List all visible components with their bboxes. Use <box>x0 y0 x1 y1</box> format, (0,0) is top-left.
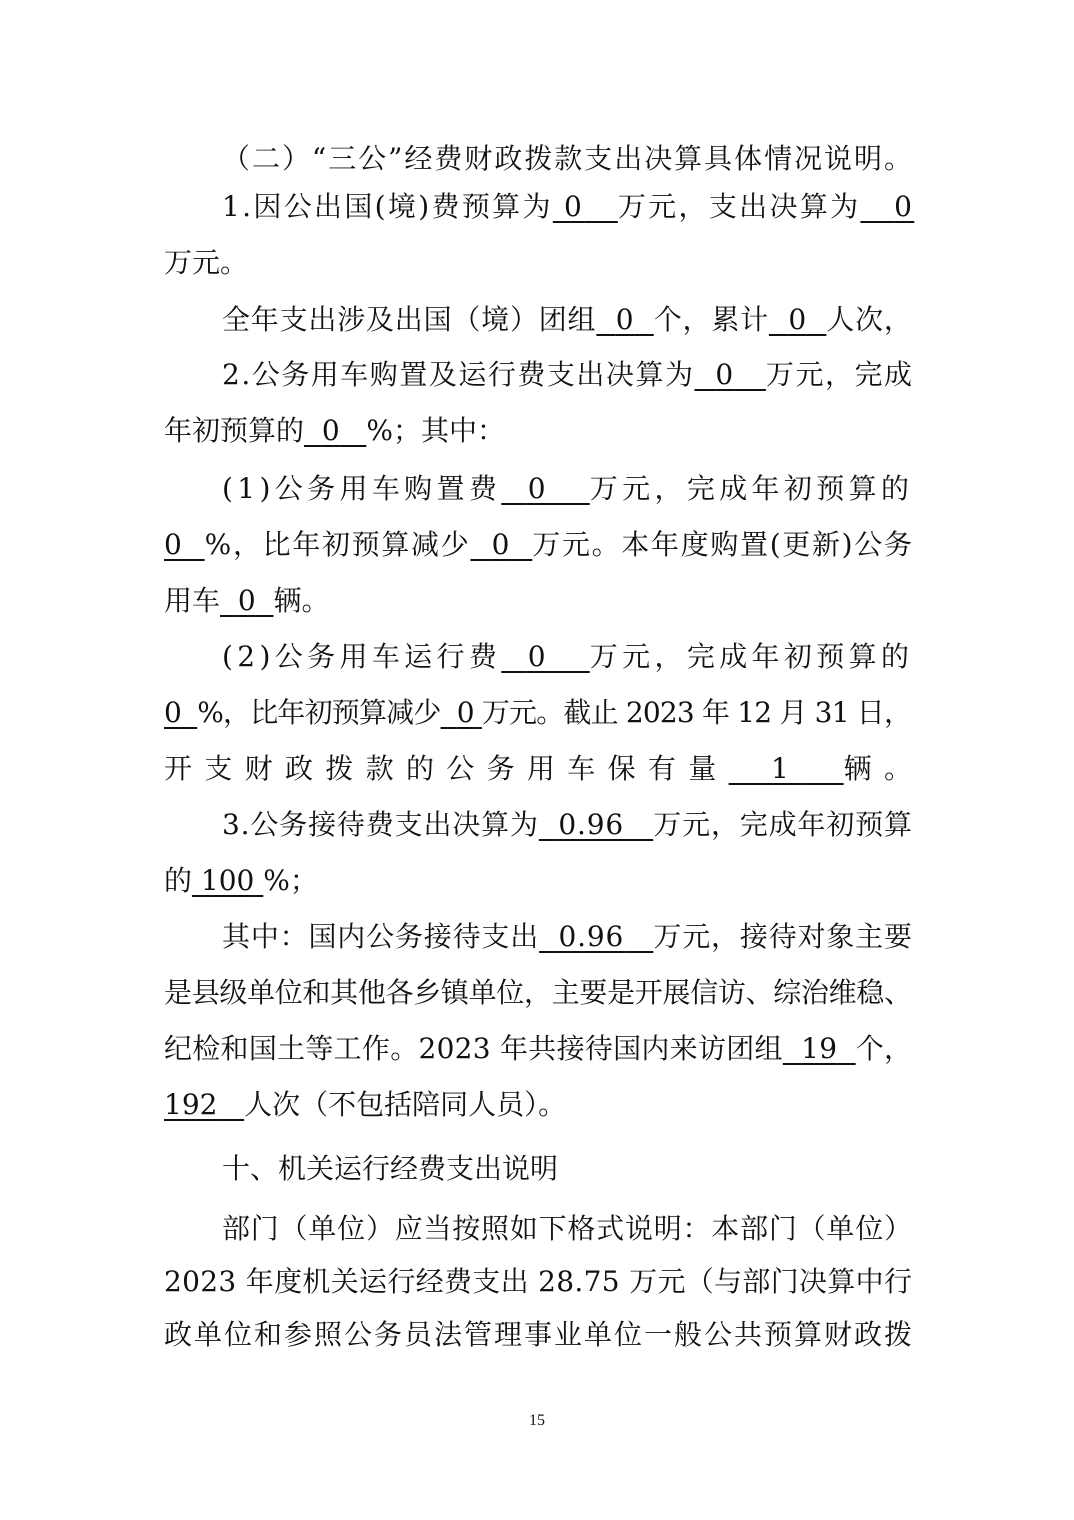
value: 1 <box>771 752 802 785</box>
blank-value <box>441 696 482 729</box>
value: 0 <box>456 696 474 729</box>
text: 政单位和参照公务员法管理事业单位一般公共预算财政拨 <box>164 1318 914 1351</box>
paragraph-line <box>164 695 911 731</box>
blank-value <box>539 920 653 953</box>
text: (2)公务用车运行费 <box>222 640 502 673</box>
value: 0 <box>527 472 550 505</box>
text: %； <box>263 864 318 897</box>
text: 辆。 <box>843 752 925 785</box>
paragraph-line <box>222 357 914 393</box>
blank-value <box>694 358 765 391</box>
value: 0 <box>491 528 512 561</box>
text: %，比年初预算减少 <box>197 696 441 729</box>
value: 0 <box>237 584 256 617</box>
value: 0 <box>788 303 807 336</box>
text: （二）“三公”经费财政拨款支出决算具体情况说明。 <box>222 142 914 175</box>
text: 万元，完成年初预算 <box>653 808 913 841</box>
blank-value <box>860 190 914 223</box>
section-heading <box>222 1151 558 1187</box>
text: 部门（单位）应当按照如下格式说明：本部门（单位） <box>222 1212 913 1245</box>
text: 万元。截止 2023 年 12 月 31 日， <box>481 696 912 729</box>
blank-value <box>596 303 653 336</box>
text: 辆。 <box>273 584 330 617</box>
text: 2023 年度机关运行经费支出 28.75 万元（与部门决算中行 <box>164 1265 913 1298</box>
paragraph-line <box>222 471 913 507</box>
text: 纪检和国土等工作。2023 年共接待国内来访团组 <box>164 1032 783 1065</box>
paragraph-line <box>222 919 913 955</box>
paragraph-line <box>222 1211 913 1247</box>
paragraph-line <box>164 1031 912 1067</box>
paragraph-line <box>164 975 912 1011</box>
section-subtitle <box>222 141 914 177</box>
paragraph-line <box>164 863 318 899</box>
paragraph-line <box>222 807 913 843</box>
text: 万元。本年度购置(更新)公务 <box>532 528 914 561</box>
value: 19 <box>801 1032 838 1065</box>
page-number: 15 <box>529 1412 545 1429</box>
blank-value <box>539 808 653 841</box>
value: 0 <box>615 303 635 336</box>
text: 全年支出涉及出国（境）团组 <box>222 303 597 336</box>
blank-value <box>553 190 618 223</box>
text: 是县级单位和其他各乡镇单位，主要是开展信访、综治维稳、 <box>164 976 912 1009</box>
value: 0 <box>164 696 182 729</box>
text: 的 <box>164 864 193 897</box>
paragraph-line <box>164 1087 566 1123</box>
blank-value <box>164 696 197 729</box>
text: 用车 <box>164 584 221 617</box>
blank-value <box>304 414 366 447</box>
blank-value <box>783 1032 856 1065</box>
blank-value <box>501 640 590 673</box>
blank-value <box>729 752 844 785</box>
blank-value <box>164 1088 244 1121</box>
paragraph-line <box>222 639 913 675</box>
text: (1)公务用车购置费 <box>222 472 502 505</box>
text: 3.公务接待费支出决算为 <box>222 808 539 841</box>
blank-value <box>501 472 590 505</box>
value: 0.96 <box>558 920 625 953</box>
paragraph-line <box>164 527 914 563</box>
blank-value <box>192 864 263 897</box>
paragraph-line <box>164 413 505 449</box>
value: 0.96 <box>558 808 625 841</box>
value: 0 <box>715 358 735 391</box>
paragraph-line <box>164 245 248 281</box>
text: 1.因公出国(境)费预算为 <box>222 190 553 223</box>
text: 开支财政拨款的公务用车保有量 <box>164 752 729 785</box>
value: 0 <box>164 528 184 561</box>
paragraph-line <box>222 302 913 338</box>
text: 万元，接待对象主要 <box>653 920 913 953</box>
text: 2.公务用车购置及运行费支出决算为 <box>222 358 695 391</box>
text: 年初预算的 <box>164 414 305 447</box>
blank-value <box>470 528 532 561</box>
text: 十、机关运行经费支出说明 <box>222 1152 559 1185</box>
text: 人次（不包括陪同人员）。 <box>244 1088 567 1121</box>
value: 0 <box>894 190 915 223</box>
value: 100 <box>200 864 255 897</box>
text: 万元，完成年初预算的 <box>589 472 914 505</box>
value: 0 <box>564 190 585 223</box>
value: 192 <box>164 1088 218 1121</box>
paragraph-line <box>164 1317 914 1353</box>
paragraph-line <box>164 583 329 619</box>
paragraph-line <box>164 751 924 787</box>
text: 其中：国内公务接待支出 <box>222 920 540 953</box>
text: 个， <box>855 1032 913 1065</box>
text: %，比年初预算减少 <box>204 528 471 561</box>
blank-value <box>220 584 273 617</box>
text: %；其中： <box>366 414 505 447</box>
text: 个，累计 <box>653 303 769 336</box>
value: 0 <box>321 414 340 447</box>
text: 万元，完成年初预算的 <box>589 640 914 673</box>
text: 万元，支出决算为 <box>617 190 861 223</box>
blank-value <box>769 303 826 336</box>
text: 万元。 <box>164 246 249 279</box>
text: 万元，完成 <box>765 358 914 391</box>
text: 人次， <box>826 303 913 336</box>
value: 0 <box>527 640 550 673</box>
paragraph-line <box>222 189 914 225</box>
blank-value <box>164 528 205 561</box>
paragraph-line <box>164 1264 912 1300</box>
